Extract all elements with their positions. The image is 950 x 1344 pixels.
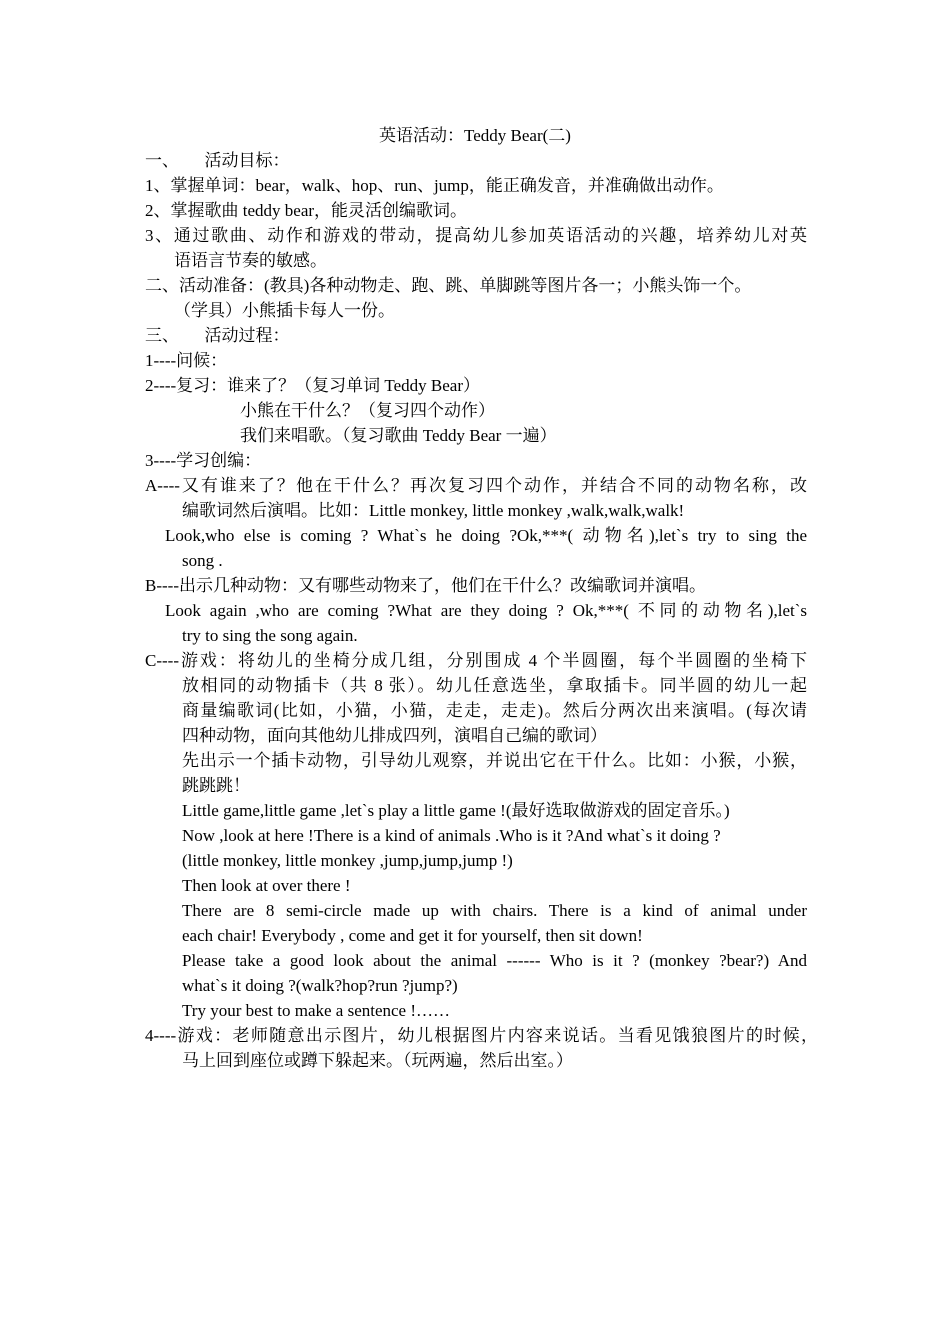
text-line: 1----问候： <box>145 351 228 370</box>
text-line: （学具）小熊插卡每人一份。 <box>174 301 395 320</box>
text-line: song . <box>182 551 223 570</box>
text-line: 4----游戏：老师随意出示图片，幼儿根据图片内容来说话。当看见饿狼图片的时候， <box>145 1026 818 1045</box>
section-heading: 一、 活动目标： <box>145 151 290 170</box>
text-line: 语语言节奏的敏感。 <box>174 251 327 270</box>
text-line: B----出示几种动物：又有哪些动物来了，他们在干什么？改编歌词并演唱。 <box>145 576 706 595</box>
text-line: Please take a good look about the animal ------ Who is it ? (monkey ?bear?) And <box>182 951 807 970</box>
text-line: 3、通过歌曲、动作和游戏的带动，提高幼儿参加英语活动的兴趣，培养幼儿对英 <box>145 226 807 245</box>
text-line: each chair! Everybody , come and get it for yourself, then sit down! <box>182 926 643 945</box>
section-heading: 三、 活动过程： <box>145 326 290 345</box>
text-line: Look again ,who are coming ?What are they doing ? Ok,***( 不同的动物名),let`s <box>165 601 807 620</box>
text-line: Then look at over there ! <box>182 876 351 895</box>
text-line: 1、掌握单词：bear，walk、hop、run、jump，能正确发音，并准确做出动作。 <box>145 176 724 195</box>
text-line: Try your best to make a sentence !…… <box>182 1001 451 1020</box>
text-line: what`s it doing ?(walk?hop?run ?jump?) <box>182 976 458 995</box>
document-title: 英语活动：Teddy Bear(二) <box>379 126 571 145</box>
text-line: 2----复习：谁来了？（复习单词 Teddy Bear） <box>145 376 480 395</box>
text-line: Now ,look at here !There is a kind of animals .Who is it ?And what`s it doing ? <box>182 826 721 845</box>
text-line: 四种动物，面向其他幼儿排成四列，演唱自己编的歌词） <box>182 726 607 745</box>
text-line: 2、掌握歌曲 teddy bear，能灵活创编歌词。 <box>145 201 468 220</box>
text-line: 我们来唱歌。（复习歌曲 Teddy Bear 一遍） <box>240 426 557 445</box>
text-line: Little game,little game ,let`s play a little game !(最好选取做游戏的固定音乐。) <box>182 801 730 820</box>
text-line: There are 8 semi-circle made up with chairs. There is a kind of animal under <box>182 901 807 920</box>
text-line: 马上回到座位或蹲下躲起来。（玩两遍，然后出室。） <box>182 1051 573 1070</box>
text-line: 编歌词然后演唱。比如：Little monkey, little monkey ,walk,walk,walk! <box>182 501 685 520</box>
text-line: 跳跳跳！ <box>182 776 250 795</box>
text-line: A----又有谁来了？他在干什么？再次复习四个动作，并结合不同的动物名称，改 <box>145 476 807 495</box>
text-line: C----游戏：将幼儿的坐椅分成几组，分别围成 4 个半圆圈，每个半圆圈的坐椅下 <box>145 651 807 670</box>
text-line: try to sing the song again. <box>182 626 358 645</box>
text-line: 放相同的动物插卡（共 8 张）。幼儿任意选坐，拿取插卡。同半圆的幼儿一起 <box>182 676 807 695</box>
text-line: 商量编歌词(比如，小猫，小猫，走走，走走)。然后分两次出来演唱。(每次请 <box>182 701 807 720</box>
text-line: Look,who else is coming ? What`s he doing ?Ok,***( 动物名),let`s try to sing the <box>165 526 807 545</box>
text-line: 3----学习创编： <box>145 451 262 470</box>
text-line: 二、活动准备：(教具)各种动物走、跑、跳、单脚跳等图片各一；小熊头饰一个。 <box>145 276 752 295</box>
text-line: (little monkey, little monkey ,jump,jump,jump !) <box>182 851 513 870</box>
text-line: 先出示一个插卡动物，引导幼儿观察，并说出它在干什么。比如：小猴，小猴， <box>182 751 807 770</box>
text-line: 小熊在干什么？（复习四个动作） <box>240 401 495 420</box>
